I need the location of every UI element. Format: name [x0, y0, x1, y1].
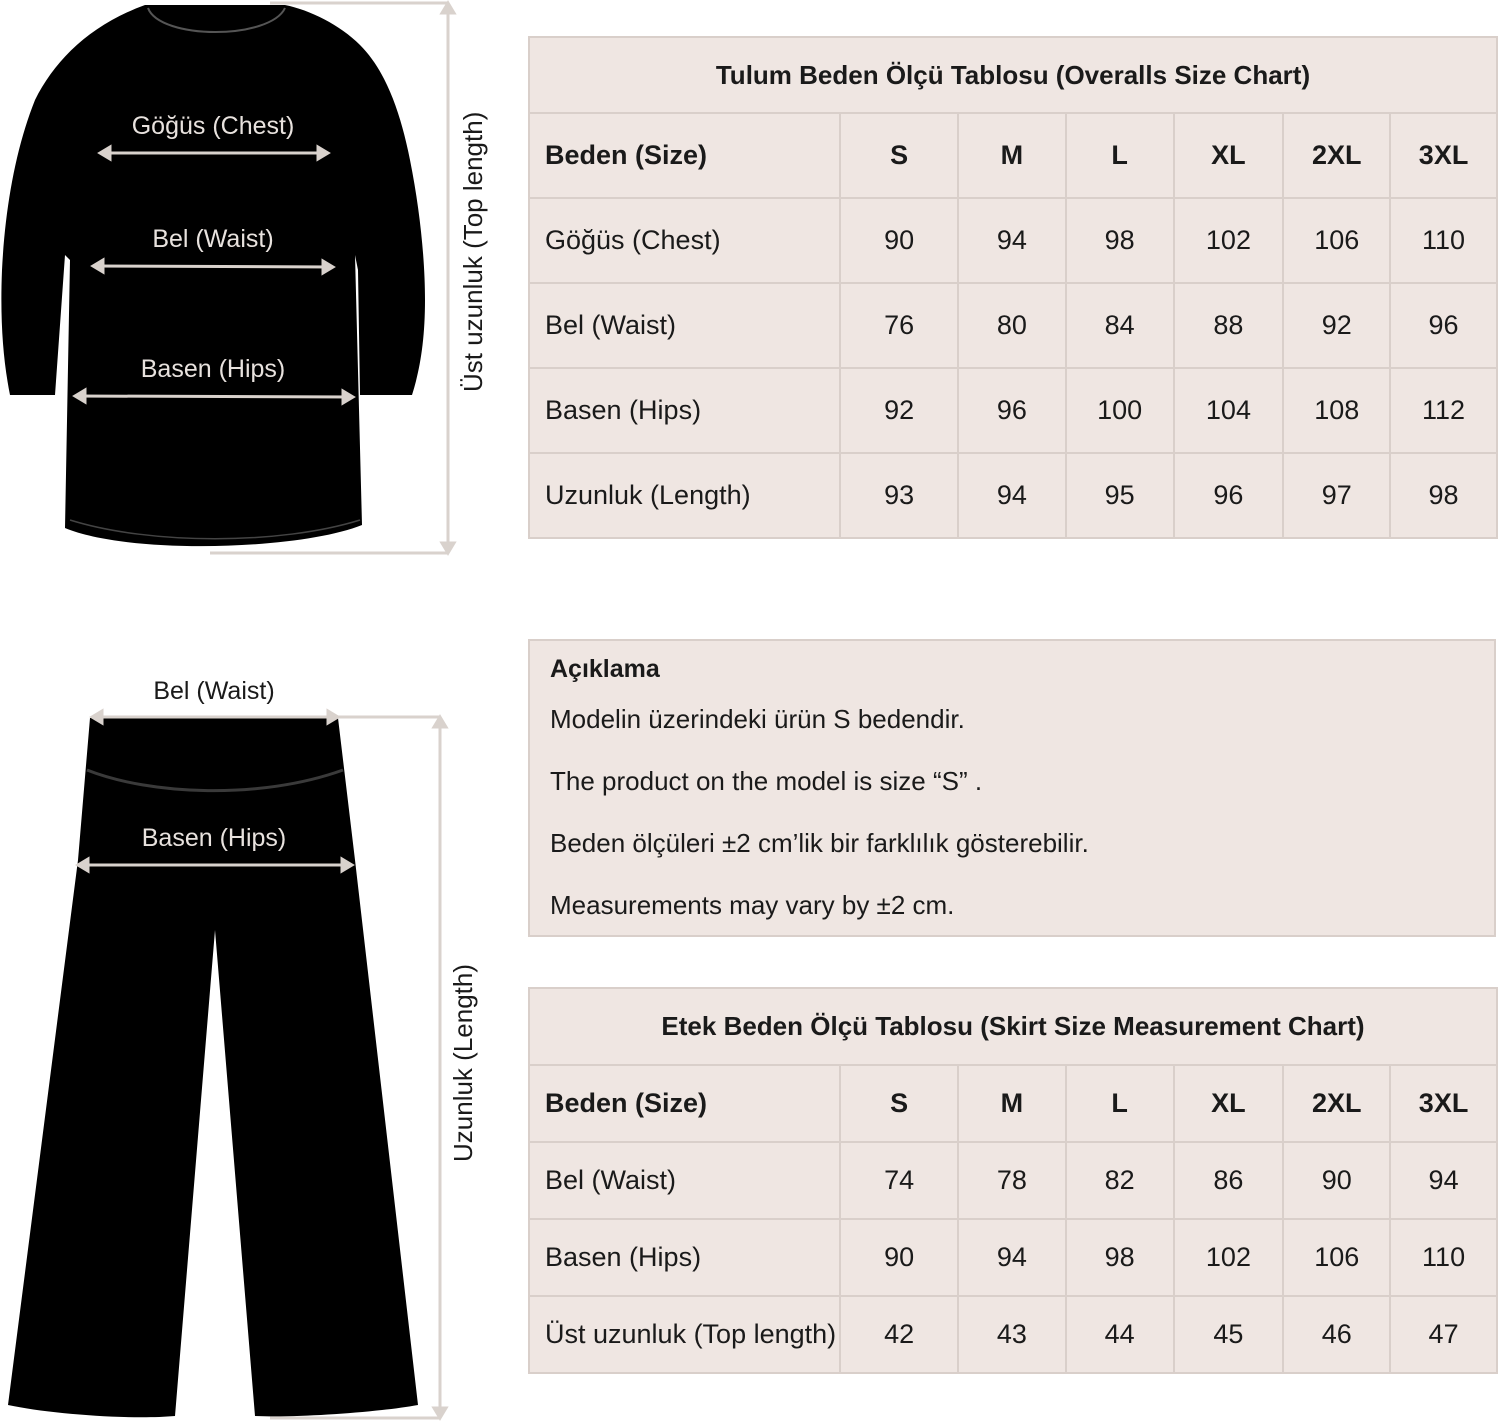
header-l: L: [1066, 113, 1174, 198]
skirt-header-row: [529, 1065, 1497, 1142]
cell: 104: [1174, 368, 1284, 453]
table-row: [529, 453, 1497, 538]
cell: 84: [1066, 283, 1174, 368]
header-2xl: 2XL: [1283, 1065, 1390, 1142]
cell: 98: [1390, 453, 1497, 538]
cell: 110: [1390, 198, 1497, 283]
cell: 97: [1283, 453, 1390, 538]
cell: 76: [840, 283, 958, 368]
cell: 106: [1283, 198, 1390, 283]
cell: 102: [1174, 1219, 1284, 1296]
bottom-garment-shape: [8, 718, 418, 1417]
cell: 94: [958, 1219, 1066, 1296]
cell: 46: [1283, 1296, 1390, 1373]
top-waist-label: Bel (Waist): [152, 225, 274, 253]
row-label: Bel (Waist): [529, 283, 840, 368]
skirt-table-title: Etek Beden Ölçü Tablosu (Skirt Size Measurement Chart): [529, 988, 1497, 1065]
table-row: [529, 198, 1497, 283]
notes-box: [528, 639, 1496, 937]
cell: 94: [1390, 1142, 1497, 1219]
cell: 112: [1390, 368, 1497, 453]
cell: 106: [1283, 1219, 1390, 1296]
top-hips-label: Basen (Hips): [140, 355, 286, 383]
overalls-size-table: [528, 36, 1498, 539]
cell: 43: [958, 1296, 1066, 1373]
cell: 100: [1066, 368, 1174, 453]
cell: 98: [1066, 1219, 1174, 1296]
cell: 92: [840, 368, 958, 453]
note-line: Beden ölçüleri ±2 cm’lik bir farklılık gösterebilir.: [550, 828, 1089, 858]
cell: 95: [1066, 453, 1174, 538]
cell: 110: [1390, 1219, 1497, 1296]
notes-title: Açıklama: [550, 655, 660, 683]
table-row: [529, 1296, 1497, 1373]
row-label: Basen (Hips): [529, 368, 840, 453]
cell: 80: [958, 283, 1066, 368]
cell: 96: [958, 368, 1066, 453]
cell: 93: [840, 453, 958, 538]
overalls-header-row: [529, 113, 1497, 198]
cell: 92: [1283, 283, 1390, 368]
row-label: Bel (Waist): [529, 1142, 840, 1219]
cell: 96: [1174, 453, 1284, 538]
cell: 44: [1066, 1296, 1174, 1373]
row-label: Basen (Hips): [529, 1219, 840, 1296]
top-chest-label: Göğüs (Chest): [131, 112, 295, 140]
header-size: Beden (Size): [529, 113, 840, 198]
top-garment-shape: [1, 5, 425, 546]
table-row: [529, 1142, 1497, 1219]
top-length-label: Üst uzunluk (Top length): [458, 111, 488, 392]
header-2xl: 2XL: [1283, 113, 1390, 198]
cell: 42: [840, 1296, 958, 1373]
bottom-waist-label: Bel (Waist): [153, 677, 275, 705]
note-line: Measurements may vary by ±2 cm.: [550, 890, 955, 920]
cell: 82: [1066, 1142, 1174, 1219]
cell: 94: [958, 453, 1066, 538]
cell: 90: [1283, 1142, 1390, 1219]
header-3xl: 3XL: [1390, 113, 1497, 198]
table-row: [529, 283, 1497, 368]
table-row: [529, 1219, 1497, 1296]
header-xl: XL: [1174, 1065, 1284, 1142]
overalls-table-title: Tulum Beden Ölçü Tablosu (Overalls Size Chart): [529, 37, 1497, 113]
header-l: L: [1066, 1065, 1174, 1142]
header-size: Beden (Size): [529, 1065, 840, 1142]
cell: 108: [1283, 368, 1390, 453]
row-label: Üst uzunluk (Top length): [529, 1296, 840, 1373]
skirt-size-table: [528, 987, 1498, 1374]
cell: 90: [840, 1219, 958, 1296]
table-row: [529, 368, 1497, 453]
header-m: M: [958, 113, 1066, 198]
bottom-hips-label: Basen (Hips): [141, 824, 287, 852]
cell: 96: [1390, 283, 1497, 368]
cell: 98: [1066, 198, 1174, 283]
header-s: S: [840, 113, 958, 198]
cell: 47: [1390, 1296, 1497, 1373]
header-xl: XL: [1174, 113, 1284, 198]
row-label: Uzunluk (Length): [529, 453, 840, 538]
cell: 86: [1174, 1142, 1284, 1219]
top-garment-diagram: [0, 0, 500, 570]
header-m: M: [958, 1065, 1066, 1142]
row-label: Göğüs (Chest): [529, 198, 840, 283]
cell: 88: [1174, 283, 1284, 368]
cell: 45: [1174, 1296, 1284, 1373]
bottom-length-label: Uzunluk (Length): [448, 964, 478, 1162]
cell: 94: [958, 198, 1066, 283]
note-line: Modelin üzerindeki ürün S bedendir.: [550, 704, 965, 734]
cell: 78: [958, 1142, 1066, 1219]
cell: 102: [1174, 198, 1284, 283]
cell: 74: [840, 1142, 958, 1219]
note-line: The product on the model is size “S” .: [550, 766, 983, 796]
cell: 90: [840, 198, 958, 283]
header-s: S: [840, 1065, 958, 1142]
bottom-garment-diagram: [0, 700, 500, 1423]
header-3xl: 3XL: [1390, 1065, 1497, 1142]
